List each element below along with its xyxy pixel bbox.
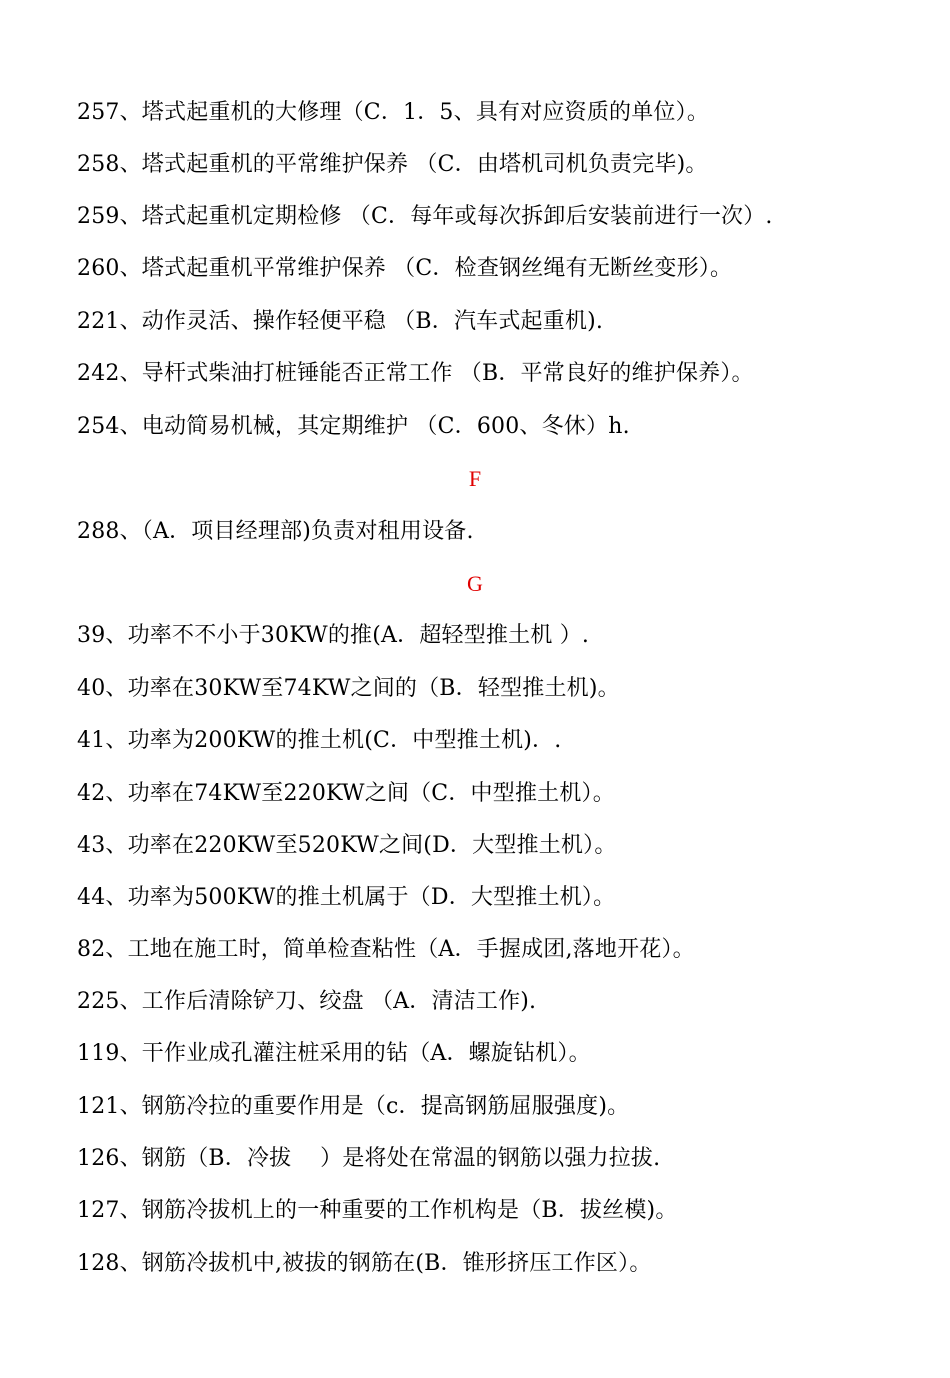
question-line: 127、钢筋冷拔机上的一种重要的工作机构是（B．拔丝模)。 [77, 1198, 678, 1223]
question-line: 259、塔式起重机定期检修 （C．每年或每次拆卸后安装前进行一次）. [77, 204, 773, 229]
question-line: 258、塔式起重机的平常维护保养 （C．由塔机司机负责完毕)。 [77, 152, 708, 177]
question-line: 225、工作后清除铲刀、绞盘 （A．清洁工作). [77, 989, 537, 1014]
question-line: 43、功率在220KW至520KW之间(D．大型推土机）。 [77, 833, 617, 858]
question-line: 121、钢筋冷拉的重要作用是（c．提高钢筋屈服强度)。 [77, 1094, 630, 1119]
question-line: 128、钢筋冷拔机中,被拔的钢筋在(B．锥形挤压工作区）。 [77, 1251, 652, 1276]
question-line: 254、电动简易机械，其定期维护 （C．600、冬休）h. [77, 414, 630, 439]
question-line: 126、钢筋（B．冷拔 ）是将处在常温的钢筋以强力拉拔. [77, 1146, 661, 1171]
section-heading-f: F [468, 466, 482, 491]
section-heading-g: G [467, 571, 483, 596]
question-line: 221、动作灵活、操作轻便平稳 （B．汽车式起重机). [77, 309, 604, 334]
question-line: 82、工地在施工时，简单检查粘性（A．手握成团,落地开花）。 [77, 937, 695, 962]
question-line: 242、导杆式柴油打桩锤能否正常工作 （B．平常良好的维护保养）。 [77, 361, 754, 386]
question-line: 119、干作业成孔灌注桩采用的钻（A．螺旋钻机）。 [77, 1041, 591, 1066]
question-line: 44、功率为500KW的推土机属于（D．大型推土机）。 [77, 885, 616, 910]
question-line: 260、塔式起重机平常维护保养 （C．检查钢丝绳有无断丝变形）。 [77, 256, 733, 281]
question-line: 40、功率在30KW至74KW之间的（B．轻型推土机)。 [77, 676, 620, 701]
question-line: 39、功率不不小于30KW的推(A．超轻型推土机 ）. [77, 623, 590, 648]
question-line: 42、功率在74KW至220KW之间（C．中型推土机）。 [77, 781, 615, 806]
question-line: 288、（A．项目经理部)负责对租用设备. [77, 519, 474, 544]
question-line: 41、功率为200KW的推土机(C．中型推土机)．. [77, 728, 562, 753]
question-line: 257、塔式起重机的大修理（C．1．5、具有对应资质的单位）。 [77, 100, 710, 125]
